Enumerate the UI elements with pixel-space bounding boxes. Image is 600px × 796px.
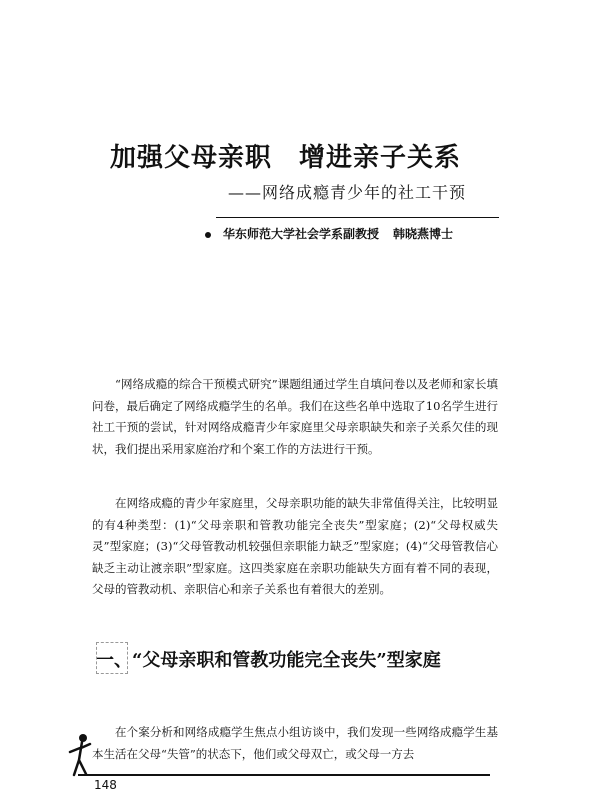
section-heading-text: “父母亲职和管教功能完全丧失”型家庭 [132,650,441,671]
footer-rule [78,774,490,776]
body-paragraph-1: “网络成瘾的综合干预模式研究”课题组通过学生自填问卷以及老师和家长填问卷，最后确定了网络成瘾学生的名单。我们在这些名单中选取了10名学生进行社工干预的尝试，针对网络成瘾青少年家庭里父母亲职缺失和亲子关系欠佳的现状，我们提出采用家庭治疗和个案工作的方法进行干预。 [92,377,498,456]
author-affiliation: 华东师范大学社会学系副教授 [223,227,380,241]
page-number: 148 [94,778,117,792]
section-number: 一、 [96,646,132,672]
body-paragraph-2: 在网络成瘾的青少年家庭里，父母亲职功能的缺失非常值得关注，比较明显的有4种类型：(1)“父母亲职和管教功能完全丧失”型家庭；(2)“父母权威失灵”型家庭；(3)“父母管教动机较强但亲职能力缺乏”型家庭；(4)“父母管教信心缺乏主动让渡亲职”型家庭。这四类家庭在亲职功能缺失方面有着不同的表现，父母的管教动机、亲职信心和亲子关系也有着很大的差别。 [92,496,498,596]
author-name: 韩晓燕博士 [393,227,454,241]
running-figure-icon [66,730,96,790]
body-paragraph-3: 在个案分析和网络成瘾学生焦点小组访谈中，我们发现一些网络成瘾学生基本生活在父母“失管”的状态下，他们或父母双亡，或父母一方去 [92,725,498,761]
author-line [205,225,453,242]
article-subtitle: ——网络成瘾青少年的社工干预 [228,183,467,202]
article-title: 加强父母亲职 增进亲子关系 [110,143,462,173]
bullet-icon [205,232,211,238]
section-heading [96,646,441,672]
title-divider [216,217,499,218]
